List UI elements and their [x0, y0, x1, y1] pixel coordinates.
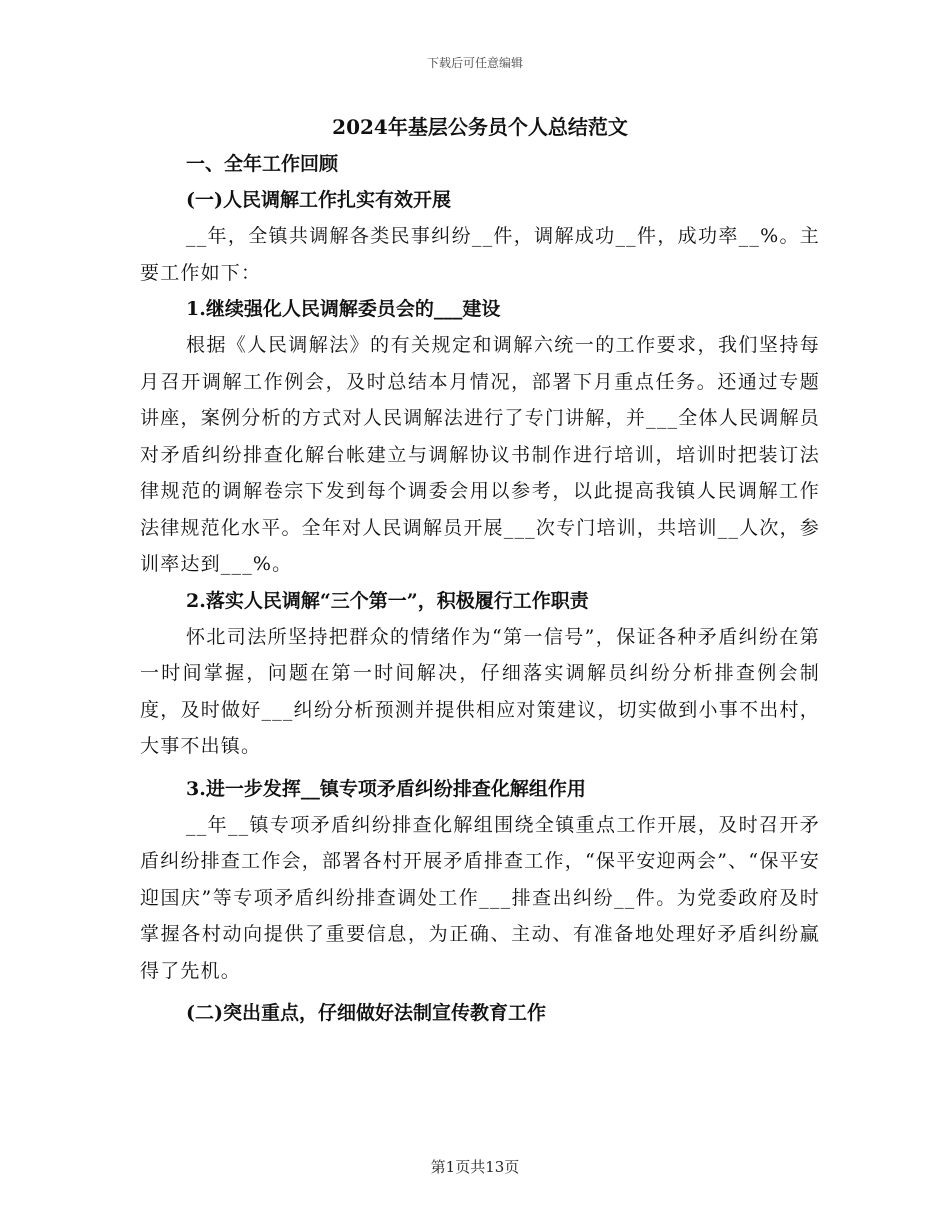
subsection-heading-2: (二)突出重点，仔细做好法制宣传教育工作	[186, 1002, 546, 1024]
document-body	[140, 110, 820, 1031]
item-heading-3: 3.进一步发挥__镇专项矛盾纠纷排查化解组作用	[186, 777, 586, 800]
header-note: 下载后可任意编辑	[426, 56, 523, 70]
page-footer: 第1页共13页	[430, 1158, 520, 1176]
paragraph-item-2: 怀北司法所坚持把群众的情绪作为“第一信号”，保证各种矛盾纠纷在第一时间掌握，问题在第一时间解决，仔细落实调解员纠纷分析排查例会制度，及时做好___纠纷分析预测并提供相应对策建议，切实做到小事不出村，大事不出镇。	[140, 625, 820, 757]
paragraph-item-3: __年__镇专项矛盾纠纷排查化解组围绕全镇重点工作开展，及时召开矛盾纠纷排查工作会，部署各村开展矛盾排查工作，“保平安迎两会”、“保平安迎国庆”等专项矛盾纠纷排查调处工作___排查出纠纷__件。为党委政府及时掌握各村动向提供了重要信息，为正确、主动、有准备地处理好矛盾纠纷赢得了先机。	[140, 813, 820, 982]
item-heading-2: 2.落实人民调解“三个第一”，积极履行工作职责	[186, 589, 589, 612]
document-title: 2024年基层公务员个人总结范文	[332, 115, 628, 139]
subsection-heading-1: (一)人民调解工作扎实有效开展	[186, 189, 451, 211]
section-heading-1: 一、全年工作回顾	[186, 153, 339, 175]
paragraph-summary: __年，全镇共调解各类民事纠纷__件，调解成功__件，成功率__%。主要工作如下：	[140, 225, 820, 284]
item-heading-1: 1.继续强化人民调解委员会的___建设	[186, 298, 501, 320]
paragraph-item-1: 根据《人民调解法》的有关规定和调解六统一的工作要求，我们坚持每月召开调解工作例会，及时总结本月情况，部署下月重点任务。还通过专题讲座，案例分析的方式对人民调解法进行了专门讲解，并___全体人民调解员对矛盾纠纷排查化解台帐建立与调解协议书制作进行培训，培训时把装订法律规范的调解卷宗下发到每个调委会用以参考，以此提高我镇人民调解工作法律规范化水平。全年对人民调解员开展___次专门培训，共培训__人次，参训率达到___%。	[140, 334, 820, 575]
